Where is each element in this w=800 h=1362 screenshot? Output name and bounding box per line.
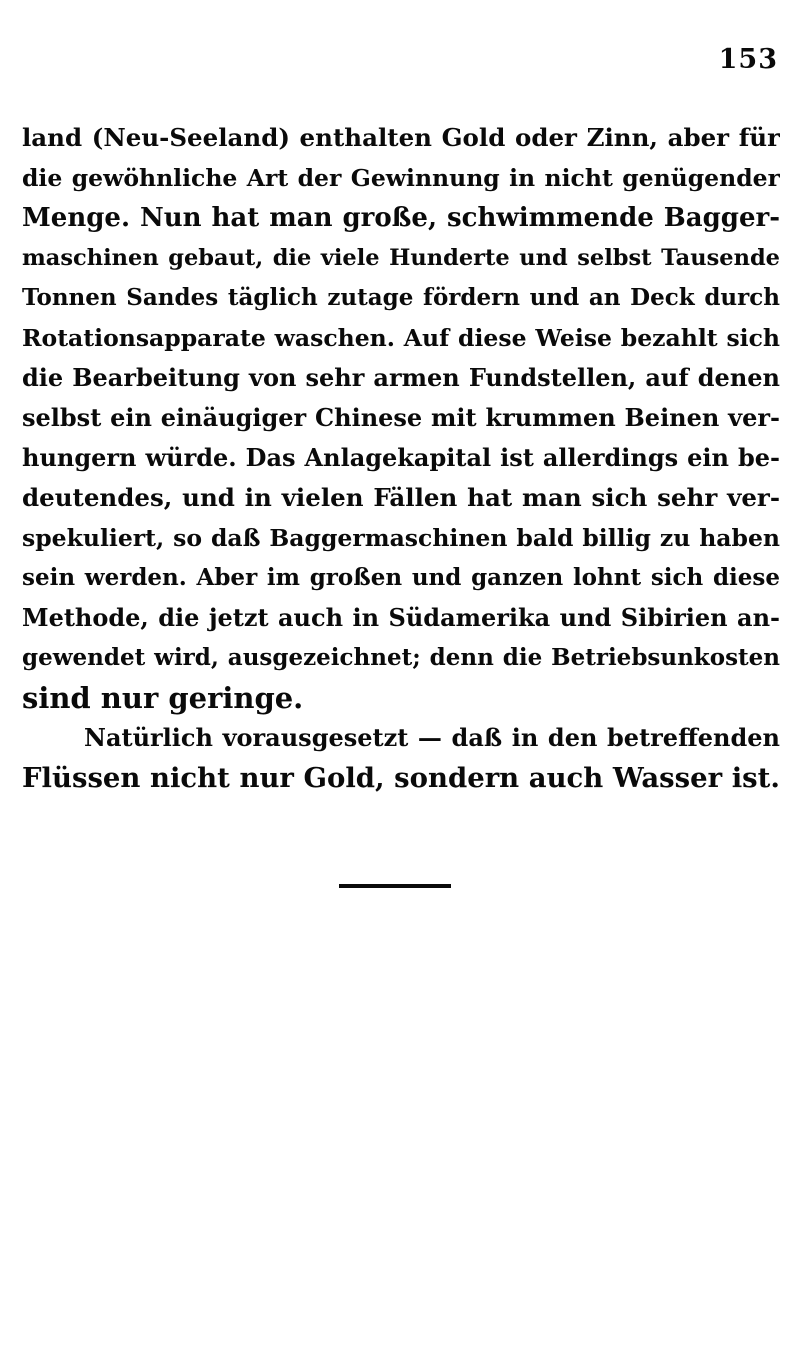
text-line: die gewöhnliche Art der Gewinnung in nicht genügender: [22, 164, 780, 192]
text-line: maschinen gebaut, die viele Hunderte und selbst Tausende: [22, 245, 780, 271]
text-line: hungern würde. Das Anlagekapital ist allerdings ein be-: [22, 443, 780, 472]
body-text: [22, 118, 780, 798]
text-line: land (Neu-Seeland) enthalten Gold oder Zinn, aber für: [22, 123, 780, 152]
paragraph: [22, 118, 780, 718]
paragraph: [22, 718, 780, 798]
text-line: sein werden. Aber im großen und ganzen lohnt sich diese: [22, 564, 780, 591]
text-line: Flüssen nicht nur Gold, sondern auch Wasser ist.: [22, 762, 780, 794]
text-line: Rotationsapparate waschen. Auf diese Weise bezahlt sich: [22, 324, 780, 352]
text-line: Natürlich vorausgesetzt — daß in den betreffenden: [84, 723, 780, 752]
text-line: deutendes, und in vielen Fällen hat man sich sehr ver-: [22, 483, 780, 512]
text-line: die Bearbeitung von sehr armen Fundstellen, auf denen: [22, 363, 780, 392]
text-line: spekuliert, so daß Baggermaschinen bald billig zu haben: [22, 524, 780, 552]
text-line: Menge. Nun hat man große, schwimmende Bagger-: [22, 203, 780, 233]
text-line: Methode, die jetzt auch in Südamerika und Sibirien an-: [22, 603, 780, 632]
text-line: gewendet wird, ausgezeichnet; denn die Betriebsunkosten: [22, 644, 780, 671]
text-line: Tonnen Sandes täglich zutage fördern und an Deck durch: [22, 284, 780, 311]
page-number: 153: [718, 44, 778, 75]
text-line: sind nur geringe.: [22, 681, 304, 715]
section-divider-rule: [339, 884, 451, 888]
text-line: selbst ein einäugiger Chinese mit krummen Beinen ver-: [22, 403, 780, 432]
